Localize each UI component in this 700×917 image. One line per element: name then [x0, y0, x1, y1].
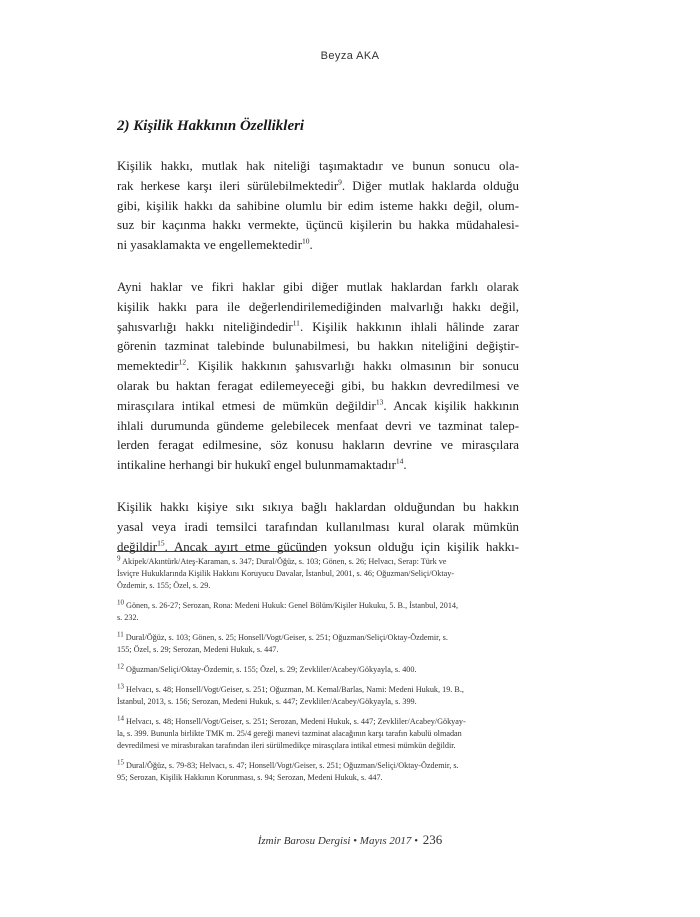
footnote-line [117, 664, 519, 676]
footnote-ref: 15 [157, 538, 165, 548]
footnote [117, 713, 519, 753]
footnote-line [117, 580, 519, 592]
text-line [117, 357, 519, 377]
footnote-number: 10 [117, 598, 124, 607]
footnote-line [117, 600, 519, 612]
text-line [117, 216, 519, 236]
line-text: mirasçılara intikal etmesi de mümkün değildir [117, 398, 376, 413]
line-text: suz bir kaçınma hakkı vermekte, üçüncü kişilerin bu hakka müdahalesi- [117, 218, 519, 233]
footnote-text: la, s. 399. Bununla birlikte TMK m. 25/4 gereği manevi tazminat alacağının karşı tarafın kabulü olmadan [117, 728, 462, 738]
text-line [117, 436, 519, 456]
footnote-line [117, 556, 519, 568]
footnote-text: Oğuzman/Seliçi/Oktay-Özdemir, s. 155; Özel, s. 29; Zevkliler/Acabey/Gökyayla, s. 400. [126, 664, 417, 674]
footnote-text: Özdemir, s. 155; Özel, s. 29. [117, 581, 211, 591]
line-text: kişilik hakkı para ile değerlendirilemediğinden malvarlığı hakkı değil, [117, 299, 519, 314]
footnote-text: Helvacı, s. 48; Honsell/Vogt/Geiser, s. 251; Oğuzman, M. Kemal/Barlas, Nami: Medeni Hukuk, 19. B., [126, 684, 464, 694]
footnote-line [117, 757, 519, 772]
text-line [117, 498, 519, 518]
section-heading: 2) Kişilik Hakkının Özellikleri [117, 118, 305, 134]
line-text-after: . Kişilik hakkının şahısvarlığı hakkı olmasının bir sonucu [186, 359, 519, 374]
footnote [117, 556, 519, 593]
footnote-text: 95; Serozan, Kişilik Hakkının Korunması, s. 94; Serozan, Medeni Hukuk, s. 447. [117, 772, 383, 782]
text-line [117, 538, 519, 558]
text-line [117, 197, 519, 217]
text-line [117, 278, 519, 298]
footnote-line [117, 568, 519, 580]
footnote-number: 15 [117, 757, 124, 766]
footnote-ref: 11 [292, 318, 300, 328]
footnote-text: İsviçre Hukuklarında Kişilik Hakkını Koruyucu Davalar, İstanbul, 2001, s. 46; Oğuzman/Seliçi/Oktay- [117, 569, 455, 579]
footnote [117, 664, 519, 676]
footnote [117, 681, 519, 708]
footnote-number: 11 [117, 630, 124, 639]
text-line [117, 518, 519, 538]
page-footer [0, 832, 700, 848]
footnote-text: Dural/Öğüz, s. 79-83; Helvacı, s. 47; Honsell/Vogt/Geiser, s. 251; Oğuzman/Seliçi/Oktay-Özdemir, s. [126, 760, 459, 770]
footnote-text: İstanbul, 2013, s. 156; Serozan, Medeni Hukuk, s. 447; Zevkliler/Acabey/Gökyayla, s. 399. [117, 696, 417, 706]
footnote-text: s. 232. [117, 613, 139, 623]
footnote-number: 12 [117, 662, 124, 671]
footnote [117, 632, 519, 656]
footnote-ref: 10 [302, 236, 310, 246]
line-text: ni yasaklamakta ve engellemektedir [117, 238, 303, 253]
footnote-number: 13 [117, 681, 124, 690]
footnote-separator [117, 551, 317, 552]
footnote-number: 14 [117, 713, 124, 722]
page-number: 236 [422, 832, 443, 847]
line-text: yasal veya iradi temsilci tarafından kullanılması kural olarak mümkün [117, 519, 519, 534]
line-text-after: . [309, 238, 313, 253]
text-line [117, 417, 519, 437]
text-line [117, 456, 519, 476]
footnote-line [117, 713, 519, 728]
footnote-line [117, 696, 519, 708]
line-text: rak herkese karşı ileri sürülebilmektedir [117, 178, 339, 193]
footnote-text: 155; Özel, s. 29; Serozan, Medeni Hukuk, s. 447. [117, 645, 279, 655]
body-text [117, 157, 519, 579]
footnote-line [117, 728, 519, 740]
footnote-line [117, 772, 519, 784]
text-line [117, 177, 519, 197]
footnote-line [117, 740, 519, 752]
line-text-after: . [403, 458, 407, 473]
text-line [117, 157, 519, 177]
text-line [117, 318, 519, 338]
line-text: şahısvarlığı hakkı niteliğindedir [117, 319, 293, 334]
footnote-line [117, 612, 519, 624]
line-text: Ayni haklar ve fikri haklar gibi diğer mutlak haklardan farklı olarak [117, 279, 519, 294]
footnote [117, 757, 519, 784]
journal-name: İzmir Barosu Dergisi • Mayıs 2017 • [257, 835, 419, 847]
line-text: değildir [117, 539, 158, 554]
line-text: intikaline herhangi bir hukukî engel bulunmamaktadır [117, 458, 396, 473]
footnote-line [117, 632, 519, 644]
footnote-text: Dural/Öğüz, s. 103; Gönen, s. 25; Honsell/Vogt/Geiser, s. 251; Oğuzman/Seliçi/Oktay-Özdemir, s. [125, 633, 448, 643]
footnotes [117, 556, 519, 792]
line-text-after: . Kişilik hakkının ihlali hâlinde zarar [299, 319, 519, 334]
footnote-text: devredilmesi ve mirasbırakan tarafından ileri sürülmedikçe mirasçılara intikal etmesi mümkün değildir. [117, 740, 456, 750]
line-text: olarak bu haktan feragat edilemeyeceği gibi, bu hakkın devredilmesi ve [117, 378, 519, 393]
footnote-line [117, 681, 519, 696]
footnote-ref: 9 [338, 177, 342, 187]
line-text: ihlali durumunda gündeme gelebilecek menfaat devri ve tazminat talep- [117, 418, 519, 433]
line-text-after: . Ancak kişilik hakkının [383, 398, 519, 413]
text-line [117, 397, 519, 417]
text-line [117, 236, 519, 256]
paragraph [117, 498, 519, 557]
line-text: gibi, kişilik hakkı da sahibine olumlu bir edim isteme hakkı değil, olum- [117, 198, 519, 213]
line-text: Kişilik hakkı, mutlak hak niteliği taşımaktadır ve bunun sonucu ola- [117, 159, 519, 173]
footnote-ref: 12 [178, 357, 187, 367]
line-text: Kişilik hakkı kişiye sıkı sıkıya bağlı haklardan olduğundan bu hakkın [117, 499, 519, 514]
text-line [117, 298, 519, 318]
running-header [0, 50, 700, 62]
text-line [117, 377, 519, 397]
author-name: Beyza AKA [320, 50, 380, 62]
footnote-text: Gönen, s. 26-27; Serozan, Rona: Medeni Hukuk: Genel Bölüm/Kişiler Hukuku, 5. B., İstanbul, 2014, [126, 601, 459, 611]
footnote [117, 600, 519, 624]
line-text: memektedir [117, 359, 179, 374]
paragraph [117, 157, 519, 256]
footnote-text: Akipek/Akıntürk/Ateş-Karaman, s. 347; Dural/Öğüz, s. 103; Gönen, s. 26; Helvacı, Serap: Türk ve [122, 557, 447, 566]
footnote-ref: 14 [395, 456, 404, 466]
line-text: lerden feragat edilmesine, söz konusu hakların devrine ve mirasçılara [117, 438, 519, 453]
line-text-after: . Ancak ayırt etme gücünden yoksun olduğu için kişilik hakkı- [164, 539, 519, 554]
footnote-text: Helvacı, s. 48; Honsell/Vogt/Geiser, s. 251; Serozan, Medeni Hukuk, s. 447; Zevkliler/Acabey/Gökyay- [126, 716, 466, 726]
footnote-number: 9 [117, 554, 121, 563]
line-text-after: . Diğer mutlak haklarda olduğu [341, 178, 519, 193]
footnote-ref: 13 [375, 397, 384, 407]
footnote-line [117, 644, 519, 656]
text-line [117, 337, 519, 357]
line-text: görenin tazminat talebinde bulunabilmesi, bu hakkın niteliğini değiştir- [117, 339, 519, 354]
paragraph [117, 278, 519, 476]
